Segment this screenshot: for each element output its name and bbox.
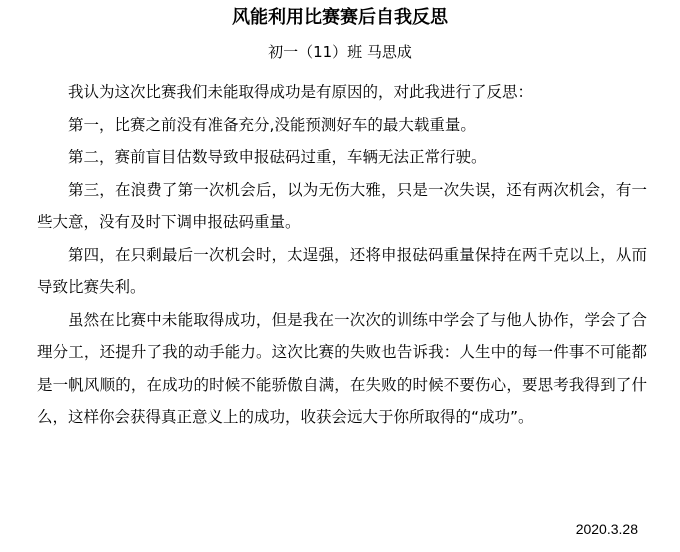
document-body — [37, 76, 647, 434]
paragraph-third: 第三，在浪费了第一次机会后，以为无伤大雅，只是一次失误，还有两次机会，有一些大意，没有及时下调申报砝码重量。 — [37, 180, 647, 231]
author-line: 初一（11）班 马思成 — [268, 43, 412, 61]
document-date: 2020.3.28 — [575, 521, 638, 537]
paragraph-intro: 我认为这次比赛我们未能取得成功是有原因的，对此我进行了反思： — [68, 83, 534, 101]
paragraph-fourth: 第四，在只剩最后一次机会时，太逞强，还将申报砝码重量保持在两千克以上，从而导致比赛失利。 — [37, 245, 647, 296]
document-title: 风能利用比赛赛后自我反思 — [232, 7, 448, 28]
paragraph-first: 第一，比赛之前没有准备充分,没能预测好车的最大载重量。 — [68, 115, 476, 134]
paragraph-second: 第二，赛前盲目估数导致申报砝码过重，车辆无法正常行驶。 — [68, 148, 487, 166]
paragraph-conclusion: 虽然在比赛中未能取得成功，但是我在一次次的训练中学会了与他人协作，学会了合理分工，还提升了我的动手能力。这次比赛的失败也告诉我：人生中的每一件事不可能都是一帆风顺的，在成功的时候不能骄傲自满，在失败的时候不要伤心，要思考我得到了什么，这样你会获得真正意义上的成功，收获会远大于你所取得的“成功”。 — [37, 310, 647, 426]
